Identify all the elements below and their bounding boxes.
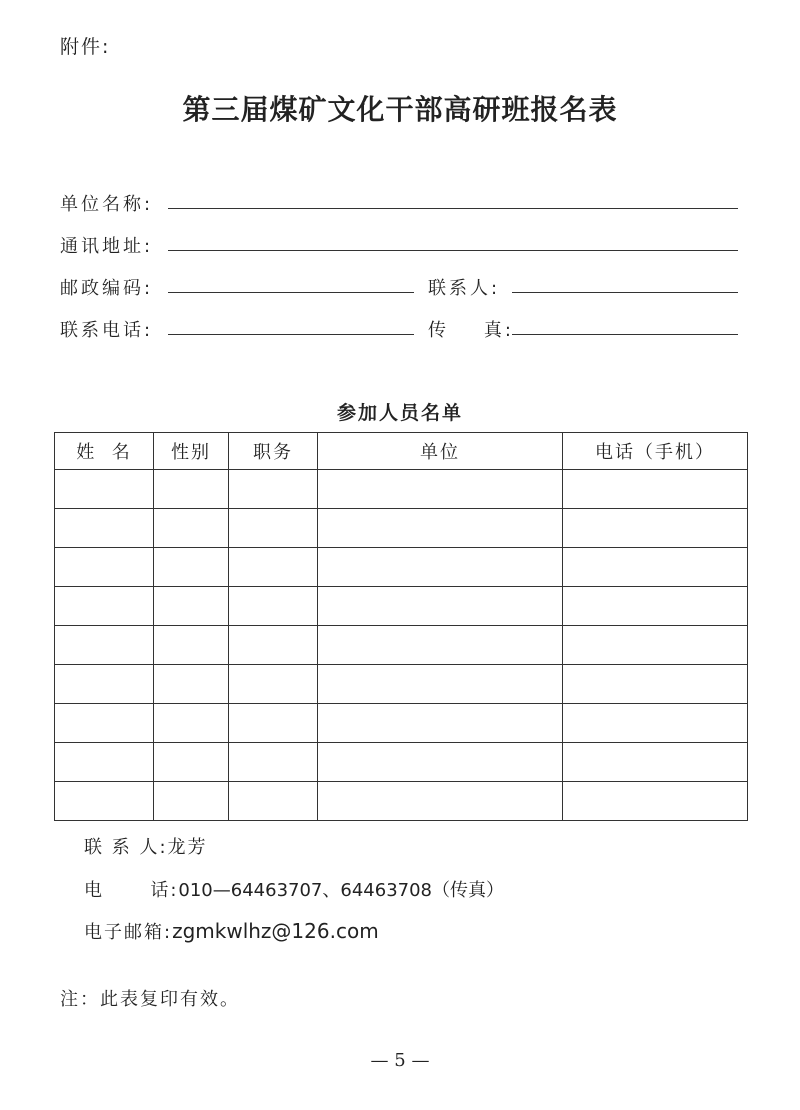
- cell[interactable]: [563, 743, 748, 782]
- contact-person-field[interactable]: [512, 292, 738, 293]
- table-row: [55, 509, 748, 548]
- table-row: [55, 782, 748, 821]
- cell[interactable]: [154, 548, 229, 587]
- cell[interactable]: [229, 665, 318, 704]
- column-header-position: 职务: [229, 433, 318, 470]
- table-row: [55, 548, 748, 587]
- roster-header-row: [55, 433, 748, 470]
- cell[interactable]: [55, 704, 154, 743]
- column-header-phone: 电话（手机）: [563, 433, 748, 470]
- cell[interactable]: [318, 743, 563, 782]
- cell[interactable]: [563, 470, 748, 509]
- contact-person-label: 联 系 人:: [84, 837, 168, 858]
- cell[interactable]: [563, 587, 748, 626]
- roster-table: [54, 432, 748, 821]
- cell[interactable]: [563, 509, 748, 548]
- cell[interactable]: [154, 782, 229, 821]
- cell[interactable]: [55, 743, 154, 782]
- column-header-unit: 单位: [318, 433, 563, 470]
- cell[interactable]: [154, 665, 229, 704]
- cell[interactable]: [229, 782, 318, 821]
- column-header-name: 姓 名: [55, 433, 154, 470]
- cell[interactable]: [229, 587, 318, 626]
- table-row: [55, 587, 748, 626]
- roster-title: 参加人员名单: [336, 402, 463, 424]
- cell[interactable]: [229, 470, 318, 509]
- contact-phone-row: [84, 876, 504, 902]
- cell[interactable]: [229, 743, 318, 782]
- unit-name-label: 单位名称:: [60, 194, 154, 215]
- cell[interactable]: [154, 743, 229, 782]
- cell[interactable]: [318, 704, 563, 743]
- cell[interactable]: [318, 509, 563, 548]
- cell[interactable]: [229, 626, 318, 665]
- cell[interactable]: [318, 587, 563, 626]
- cell[interactable]: [55, 548, 154, 587]
- cell[interactable]: [318, 665, 563, 704]
- cell[interactable]: [154, 470, 229, 509]
- cell[interactable]: [563, 626, 748, 665]
- contact-email-value[interactable]: zgmkwlhz@126.com: [172, 919, 379, 943]
- cell[interactable]: [55, 665, 154, 704]
- cell[interactable]: [563, 782, 748, 821]
- cell[interactable]: [55, 509, 154, 548]
- table-row: [55, 470, 748, 509]
- cell[interactable]: [154, 587, 229, 626]
- cell[interactable]: [318, 548, 563, 587]
- contact-email-label: 电子邮箱:: [84, 922, 173, 943]
- address-field[interactable]: [168, 250, 738, 251]
- cell[interactable]: [154, 704, 229, 743]
- postal-code-label: 邮政编码:: [60, 278, 154, 299]
- contact-person-value: 龙芳: [167, 837, 208, 858]
- cell[interactable]: [318, 470, 563, 509]
- cell[interactable]: [154, 509, 229, 548]
- cell[interactable]: [55, 782, 154, 821]
- table-row: [55, 626, 748, 665]
- attachment-label: 附件:: [60, 36, 111, 58]
- cell[interactable]: [229, 509, 318, 548]
- cell[interactable]: [318, 782, 563, 821]
- contact-phone-label: 电 话:: [84, 880, 179, 901]
- contact-email-row: [84, 918, 379, 944]
- table-row: [55, 704, 748, 743]
- column-header-gender: 性别: [154, 433, 229, 470]
- cell[interactable]: [318, 626, 563, 665]
- phone-label: 联系电话:: [60, 320, 154, 341]
- phone-field[interactable]: [168, 334, 414, 335]
- cell[interactable]: [55, 587, 154, 626]
- cell[interactable]: [229, 704, 318, 743]
- cell[interactable]: [154, 626, 229, 665]
- cell[interactable]: [55, 470, 154, 509]
- cell[interactable]: [229, 548, 318, 587]
- contact-phone-value: 010—64463707、64463708（传真）: [178, 880, 504, 901]
- contact-person-row: [84, 833, 208, 859]
- page-number: — 5 —: [370, 1050, 430, 1071]
- fax-label: 传 真:: [428, 320, 514, 341]
- cell[interactable]: [563, 704, 748, 743]
- table-row: [55, 665, 748, 704]
- unit-name-field[interactable]: [168, 208, 738, 209]
- postal-code-field[interactable]: [168, 292, 414, 293]
- cell[interactable]: [55, 626, 154, 665]
- page-title: 第三届煤矿文化干部高研班报名表: [182, 93, 618, 126]
- table-row: [55, 743, 748, 782]
- contact-person-label: 联系人:: [428, 278, 501, 299]
- fax-field[interactable]: [512, 334, 738, 335]
- cell[interactable]: [563, 665, 748, 704]
- footer-note: 注：此表复印有效。: [60, 989, 240, 1010]
- address-label: 通讯地址:: [60, 236, 154, 257]
- cell[interactable]: [563, 548, 748, 587]
